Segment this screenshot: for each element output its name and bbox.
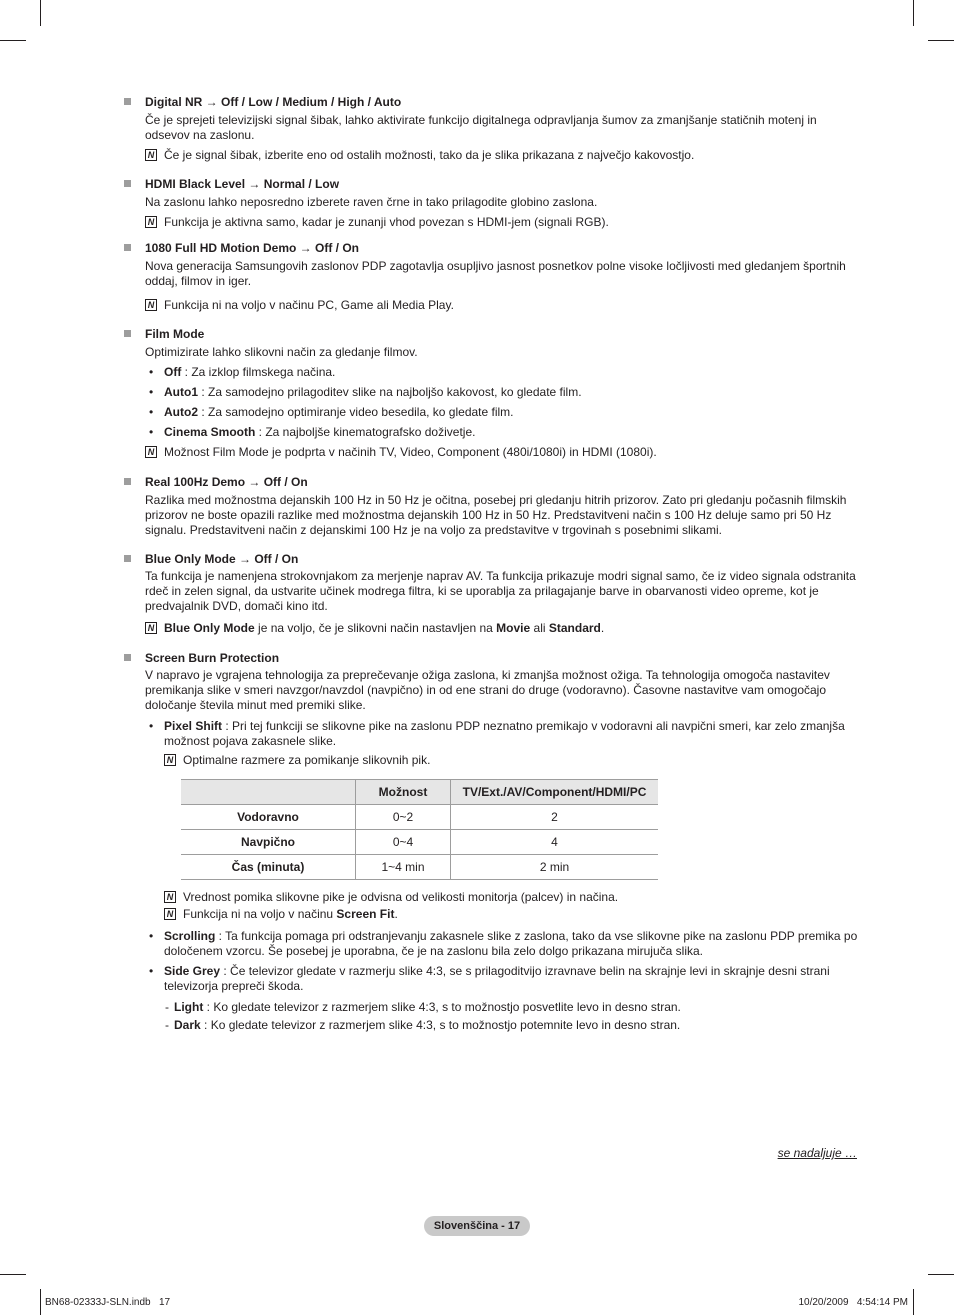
- table-cell: 2 min: [451, 855, 659, 880]
- list-bullet: •: [149, 719, 154, 733]
- table-cell: 0~4: [356, 830, 451, 855]
- note-text: Funkcija je aktivna samo, kadar je zunanji vhod povezan s HDMI-jem (signali RGB).: [164, 215, 609, 229]
- crop-mark: [913, 0, 914, 26]
- dash-bullet: -: [165, 1018, 169, 1032]
- pixel-shift-table: [181, 779, 658, 880]
- note-icon: N: [145, 622, 157, 634]
- note-text: Možnost Film Mode je podprta v načinih TV, Video, Component (480i/1080i) in HDMI (1080i).: [164, 445, 657, 459]
- note-icon: N: [145, 299, 157, 311]
- table-cell: 1~4 min: [356, 855, 451, 880]
- table-header: [181, 780, 356, 805]
- footer-file: BN68-02333J-SLN.indb 17: [45, 1297, 171, 1308]
- section-title: Screen Burn Protection: [145, 651, 280, 665]
- section-bullet: [124, 98, 131, 105]
- table-cell: Navpično: [181, 830, 356, 855]
- table-cell: Vodoravno: [181, 805, 356, 830]
- list-item-side-grey: Side Grey : Če televizor gledate v razmerju slike 4:3, se s prilagoditvijo izravnave belin na skrajnje levi in skrajnje desni strani televizorja prepreči škoda.: [164, 964, 830, 993]
- section-body: Ta funkcija je namenjena strokovnjakom za merjenje naprav AV. Ta funkcija prikazuje modri signal samo, če iz video signala odstranita rdeč in zelen signal, da ustvarite učinek modrega filtra, ki se uporablja za prilagajanje barve in obarvanosti video opreme, kot je predvajalnik DVD, domači kino itd.: [145, 569, 856, 613]
- note-text: Funkcija ni na voljo v načinu PC, Game ali Media Play.: [164, 298, 454, 312]
- table-cell: 2: [451, 805, 659, 830]
- list-item: Auto2 : Za samodejno optimiranje video besedila, ko gledate film.: [164, 405, 514, 419]
- continued-label: se nadaljuje …: [777, 1146, 857, 1160]
- section-bullet: [124, 330, 131, 337]
- dash-bullet: -: [165, 1000, 169, 1014]
- section-body: Če je sprejeti televizijski signal šibak, lahko aktivirate funkcijo digitalnega odpravljanja šumov za zmanjšanje statičnih motenj in odsevov na zaslonu.: [145, 113, 817, 142]
- section-title: 1080 Full HD Motion Demo → Off / On: [145, 241, 360, 255]
- note-text: Blue Only Mode je na voljo, če je slikovni način nastavljen na Movie ali Standard.: [164, 621, 605, 635]
- crop-mark: [40, 0, 41, 26]
- list-bullet: •: [149, 365, 154, 379]
- section-body: Nova generacija Samsungovih zaslonov PDP zagotavlja osupljivo jasnost posnetkov polne visoke ločljivosti med gledanjem športnih oddaj, filmov in iger.: [145, 259, 846, 288]
- list-bullet: •: [149, 385, 154, 399]
- table-cell: Čas (minuta): [181, 855, 356, 880]
- note-text: Vrednost pomika slikovne pike je odvisna od velikosti monitorja (palcev) in načina.: [183, 890, 619, 904]
- section-bullet: [124, 478, 131, 485]
- crop-mark: [0, 1274, 26, 1275]
- crop-mark: [0, 40, 26, 41]
- note-text: Če je signal šibak, izberite eno od ostalih možnosti, tako da je slika prikazana z največjo kakovostjo.: [164, 148, 695, 162]
- section-title: Blue Only Mode → Off / On: [145, 552, 299, 566]
- section-body: Optimizirate lahko slikovni način za gledanje filmov.: [145, 345, 418, 359]
- note-icon: N: [145, 149, 157, 161]
- note-icon: N: [164, 891, 176, 903]
- footer-timestamp: 10/20/2009 4:54:14 PM: [798, 1297, 908, 1308]
- note-icon: N: [164, 754, 176, 766]
- section-title: Film Mode: [145, 327, 205, 341]
- table-header-row: [181, 780, 658, 805]
- table-header: TV/Ext./AV/Component/HDMI/PC: [451, 780, 659, 805]
- list-bullet: •: [149, 964, 154, 978]
- section-body: Razlika med možnostma dejanskih 100 Hz in 50 Hz je očitna, posebej pri gledanju hitrih prizorov. Zato pri gledanju počasnih filmskih prizorov ne boste opazili razlike med možnostma dejanskih 100 Hz in 50 Hz. Predstavitveni način s 100 Hz deluje samo pri 50 Hz signalu. Predstavitveni način z dejanskimi 100 Hz je na voljo za predstavitve v trgovinah s posebnimi slikami.: [145, 493, 847, 537]
- note-text: Optimalne razmere za pomikanje slikovnih pik.: [183, 753, 431, 767]
- page-label: Slovenščina - 17: [424, 1216, 530, 1236]
- section-body: V napravo je vgrajena tehnologija za preprečevanje ožiga zaslona, ki zmanjša možnost ožiga. Ta tehnologija omogoča nastavitev premikanja slike v smeri navzgor/navzdol (navpično) in od ene strani do druge (vodoravno). Časovne nastavitve vam omogočajo določanje števila minut med premiki slike.: [145, 668, 830, 712]
- table-row: [181, 805, 658, 830]
- section-bullet: [124, 180, 131, 187]
- list-bullet: •: [149, 425, 154, 439]
- section-bullet: [124, 654, 131, 661]
- table-header: Možnost: [356, 780, 451, 805]
- note-icon: N: [164, 908, 176, 920]
- section-title: Digital NR → Off / Low / Medium / High / Auto: [145, 95, 402, 109]
- list-item-scrolling: Scrolling : Ta funkcija pomaga pri odstranjevanju zakasnele slike z zaslona, tako da vse slikovne pike na zaslonu PDP premika po določenem vzorcu. Še posebej je uporabna, če je na zaslonu bila zelo dolgo prikazana mirujuča slika.: [164, 929, 858, 958]
- list-bullet: •: [149, 405, 154, 419]
- note-icon: N: [145, 216, 157, 228]
- section-body: Na zaslonu lahko neposredno izberete raven črne in tako prilagodite globino zaslona.: [145, 195, 598, 209]
- list-item: Off : Za izklop filmskega načina.: [164, 365, 336, 379]
- sub-item-dark: Dark : Ko gledate televizor z razmerjem slike 4:3, s to možnostjo potemnite levo in desno stran.: [174, 1018, 681, 1032]
- table-row: [181, 855, 658, 880]
- list-bullet: •: [149, 929, 154, 943]
- crop-mark: [913, 1289, 914, 1315]
- table-row: [181, 830, 658, 855]
- sub-item-light: Light : Ko gledate televizor z razmerjem slike 4:3, s to možnostjo posvetlite levo in desno stran.: [174, 1000, 681, 1014]
- section-bullet: [124, 555, 131, 562]
- note-icon: N: [145, 446, 157, 458]
- crop-mark: [928, 1274, 954, 1275]
- list-item: Auto1 : Za samodejno prilagoditev slike na najboljšo kakovost, ko gledate film.: [164, 385, 582, 399]
- crop-mark: [40, 1289, 41, 1315]
- section-title: Real 100Hz Demo → Off / On: [145, 475, 308, 489]
- section-bullet: [124, 244, 131, 251]
- table-cell: 4: [451, 830, 659, 855]
- crop-mark: [928, 40, 954, 41]
- list-item-pixel-shift: Pixel Shift : Pri tej funkciji se slikovne pike na zaslonu PDP neznatno premikajo v vodoravni ali navpični smeri, kar zelo zmanjša možnost pojava zakasnele slike.: [164, 719, 845, 748]
- table-cell: 0~2: [356, 805, 451, 830]
- list-item: Cinema Smooth : Za najboljše kinematografsko doživetje.: [164, 425, 476, 439]
- note-text: Funkcija ni na voljo v načinu Screen Fit.: [183, 907, 398, 921]
- section-title: HDMI Black Level → Normal / Low: [145, 177, 340, 191]
